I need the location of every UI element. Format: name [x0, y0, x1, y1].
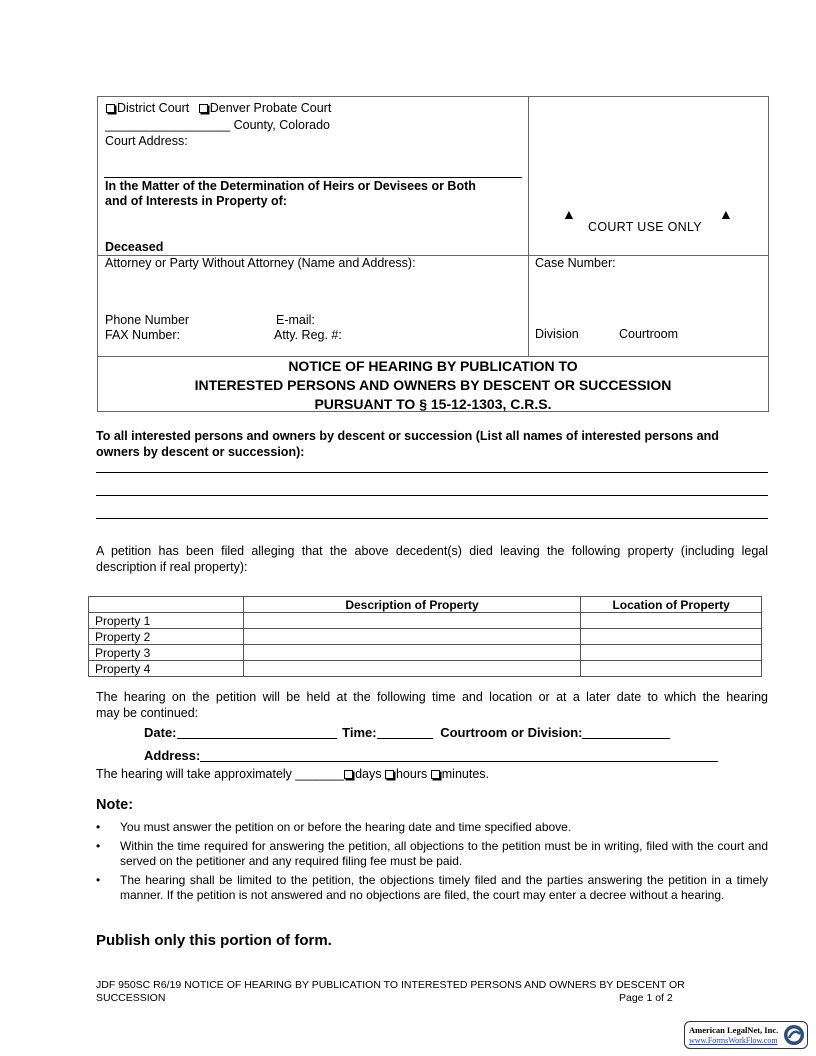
property-location-cell[interactable]: [581, 661, 762, 677]
to-all-heading: [96, 428, 719, 460]
deceased-label: Deceased: [105, 240, 164, 254]
property-description-cell[interactable]: [243, 613, 580, 629]
title-line-3: PURSUANT TO § 15-12-1303, C.R.S.: [314, 396, 552, 412]
list-item: • Within the time required for answering the petition, all objections to the petition must be in writing, filed with the court and served on the petitioner and any required filing fee must be paid.: [96, 839, 768, 869]
time-field[interactable]: [377, 738, 433, 739]
property-label: Property 1: [89, 613, 244, 629]
property-label: Property 4: [89, 661, 244, 677]
publish-only-note: Publish only this portion of form.: [96, 932, 332, 949]
property-label: Property 2: [89, 629, 244, 645]
property-location-cell[interactable]: [581, 613, 762, 629]
logo-url[interactable]: www.FormsWorkFlow.com: [689, 1036, 778, 1045]
table-row: [89, 661, 762, 677]
days-checkbox[interactable]: [344, 770, 353, 779]
american-legalnet-logo[interactable]: [684, 1021, 808, 1049]
table-row: [89, 645, 762, 661]
petition-line-1: A petition has been filed alleging that the above decedent(s) died leaving the following property (including legal: [96, 544, 768, 558]
courtroom-division-field[interactable]: [582, 738, 670, 739]
property-description-cell[interactable]: [243, 645, 580, 661]
list-item: • The hearing shall be limited to the petition, the objections timely filed and the parties answering the petition in a timely manner. If the petition is not answered and no objections are filed, the court may enter a decree without a hearing.: [96, 873, 768, 903]
address-field[interactable]: [200, 761, 718, 762]
up-arrow-left-icon: ▲: [562, 206, 576, 222]
property-table-header: [89, 597, 762, 613]
matter-line-1: In the Matter of the Determination of Heirs or Devisees or Both: [105, 179, 476, 193]
logo-name: American LegalNet, Inc.: [689, 1025, 779, 1035]
atty-reg-label: Atty. Reg. #:: [274, 328, 342, 342]
county-blank[interactable]: __________________: [105, 118, 231, 132]
days-label: days: [355, 767, 382, 781]
hearing-schedule: [144, 725, 670, 740]
county-line: [105, 118, 330, 132]
approx-label: The hearing will take approximately: [96, 767, 292, 781]
footer-line-2: SUCCESSION: [96, 992, 166, 1004]
hearing-text: [96, 690, 768, 721]
property-table: [88, 596, 762, 677]
header-blank: [89, 597, 244, 613]
petition-text: [96, 544, 768, 575]
names-line-2[interactable]: [96, 495, 768, 496]
approx-blank[interactable]: _______: [295, 767, 345, 781]
note-heading: Note:: [96, 797, 134, 813]
county-label: County, Colorado: [233, 118, 330, 132]
hearing-duration: [96, 767, 489, 781]
property-description-cell[interactable]: [243, 661, 580, 677]
court-selection: [106, 101, 331, 115]
property-label: Property 3: [89, 645, 244, 661]
form-title: [97, 357, 769, 414]
minutes-label: minutes.: [441, 767, 489, 781]
email-label: E-mail:: [276, 313, 315, 327]
title-line-1: NOTICE OF HEARING BY PUBLICATION TO: [288, 358, 578, 374]
division-label: Division: [535, 327, 579, 341]
up-arrow-right-icon: ▲: [719, 206, 733, 222]
names-line-3[interactable]: [96, 518, 768, 519]
district-court-checkbox[interactable]: [106, 104, 115, 113]
case-number-label: Case Number:: [535, 256, 616, 270]
table-row: [89, 629, 762, 645]
names-line-1[interactable]: [96, 472, 768, 473]
court-address-rule: [104, 177, 522, 178]
petition-line-2: description if real property):: [96, 559, 248, 574]
header-location: Location of Property: [581, 597, 762, 613]
hours-label: hours: [395, 767, 428, 781]
court-address-label: Court Address:: [105, 134, 188, 148]
courtroom-label: Courtroom: [619, 327, 679, 341]
hearing-line-2: may be continued:: [96, 705, 199, 720]
matter-line-2: and of Interests in Property of:: [105, 194, 287, 208]
fax-label: FAX Number:: [105, 328, 181, 342]
logo-swirl-icon: [783, 1024, 805, 1046]
district-court-label: District Court: [117, 101, 190, 115]
phone-label: Phone Number: [105, 313, 190, 327]
property-location-cell[interactable]: [581, 629, 762, 645]
footer-line-1: JDF 950SC R6/19 NOTICE OF HEARING BY PUBLICATION TO INTERESTED PERSONS AND OWNERS BY DESCENT OR: [96, 979, 685, 991]
page-number: Page 1 of 2: [619, 992, 673, 1004]
note-list: [96, 820, 768, 907]
date-field[interactable]: [177, 738, 337, 739]
table-row: [89, 613, 762, 629]
to-all-line-1: To all interested persons and owners by descent or succession (List all names of interested persons and: [96, 429, 719, 443]
caption-divider-vertical: [528, 97, 529, 356]
header-description: Description of Property: [243, 597, 580, 613]
hearing-line-1: The hearing on the petition will be held at the following time and location or at a later date to which the hearing: [96, 690, 768, 704]
courtroom-division-label: Courtroom or Division:: [440, 725, 583, 740]
court-use-only-label: COURT USE ONLY: [588, 220, 702, 234]
property-location-cell[interactable]: [581, 645, 762, 661]
date-label: Date:: [144, 725, 177, 740]
denver-probate-court-label: Denver Probate Court: [209, 101, 332, 115]
address-label: Address:: [144, 748, 201, 763]
hours-checkbox[interactable]: [385, 770, 394, 779]
property-description-cell[interactable]: [243, 629, 580, 645]
denver-probate-court-checkbox[interactable]: [199, 104, 208, 113]
title-line-2: INTERESTED PERSONS AND OWNERS BY DESCENT OR SUCCESSION: [194, 377, 672, 393]
attorney-label: Attorney or Party Without Attorney (Name and Address):: [105, 256, 416, 270]
list-item: • You must answer the petition on or before the hearing date and time specified above.: [96, 820, 768, 835]
minutes-checkbox[interactable]: [431, 770, 440, 779]
hearing-address: [144, 748, 718, 763]
to-all-line-2: owners by descent or succession):: [96, 445, 305, 459]
time-label: Time:: [342, 725, 377, 740]
